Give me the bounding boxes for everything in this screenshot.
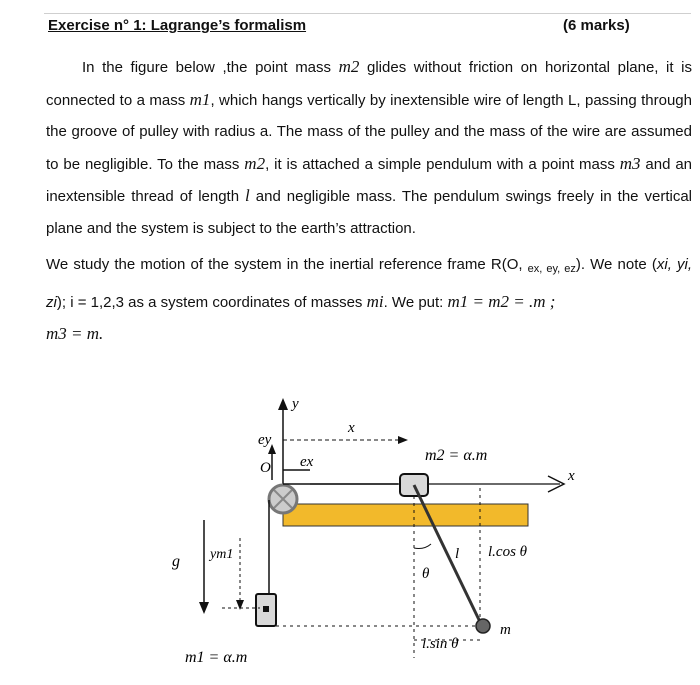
index-range: i = 1,2,3 xyxy=(70,293,124,311)
theta-arc xyxy=(414,544,431,549)
symbol-m2-b: m2 xyxy=(244,153,266,173)
p2-text-2: ). We note ( xyxy=(575,256,657,273)
exercise-title-text: Exercise n° 1: Lagrange’s formalism xyxy=(48,17,307,34)
exercise-marks: (6 marks) xyxy=(563,17,630,34)
pendulum-mass xyxy=(476,619,490,633)
p1-text-4: , it is attached a simple pendulum with a point mass xyxy=(265,155,620,173)
ey-label: ey xyxy=(258,432,272,448)
mass-equation-1: m1 = m2 = .m ; xyxy=(447,291,556,311)
p2-text-4: as a system coordinates of masses xyxy=(123,293,367,311)
length-label: l xyxy=(455,546,460,562)
symbol-l: l xyxy=(245,186,250,205)
unit-vectors: ex, ey, ez xyxy=(527,263,576,275)
p1-text-6: and negligible mass. The pendulum swings freely in the vertical plane and the system is subject to the earth’s attraction. xyxy=(46,188,692,237)
p2-text-3: ); xyxy=(56,293,71,311)
exercise-title xyxy=(48,17,306,34)
gravity-arrowhead xyxy=(199,602,209,614)
symbol-mi: mi xyxy=(366,291,384,311)
y-axis-arrowhead xyxy=(278,398,288,410)
mass-m2-label: m2 = α.m xyxy=(425,447,488,464)
p1-text-5: and an inextensible thread of length xyxy=(46,155,693,205)
x-distance-arrowhead xyxy=(398,436,408,444)
p2-text-5: . We put: xyxy=(383,293,448,311)
x-distance-label: x xyxy=(348,420,355,436)
problem-paragraph-1 xyxy=(46,51,692,244)
mass-equation-2: m3 = m. xyxy=(46,324,104,343)
problem-paragraph-2 xyxy=(46,249,692,351)
origin-label: O xyxy=(260,460,271,476)
horizontal-plane xyxy=(283,504,528,526)
lcos-label: l.cos θ xyxy=(488,544,528,560)
p1-text-2: glides without friction on horizontal plane, it is connected to a mass xyxy=(46,59,692,109)
mechanics-figure xyxy=(150,388,590,673)
symbol-m1: m1 xyxy=(189,89,211,109)
x-axis-label: x xyxy=(568,468,575,484)
symbol-m2: m2 xyxy=(338,57,360,76)
p2-text-1: We study the motion of the system in the inertial reference frame R(O, xyxy=(46,256,528,273)
ex-label: ex xyxy=(300,454,314,470)
pendulum-mass-label: m xyxy=(500,622,511,638)
symbol-m3: m3 xyxy=(619,153,641,173)
ym1-label: ym1 xyxy=(210,547,234,562)
coordinates: xi, yi, zi xyxy=(46,256,693,311)
theta-label: θ xyxy=(422,566,430,582)
mass-m1-center xyxy=(263,606,269,612)
mass-m1-label: m1 = α.m xyxy=(185,649,248,666)
p1-text-1: In the figure below ,the point mass xyxy=(82,59,339,76)
p1-text-3: , which hangs vertically by inextensible wire of length L, passing through the groove of pulley with radius a. The mass of the pulley and the mass of the wire are assumed to be negligible. To the mass xyxy=(46,91,692,173)
gravity-label: g xyxy=(172,553,180,570)
header-rule xyxy=(44,13,691,14)
y-axis-label: y xyxy=(292,396,299,412)
lsin-label: l.sin θ xyxy=(422,636,459,652)
